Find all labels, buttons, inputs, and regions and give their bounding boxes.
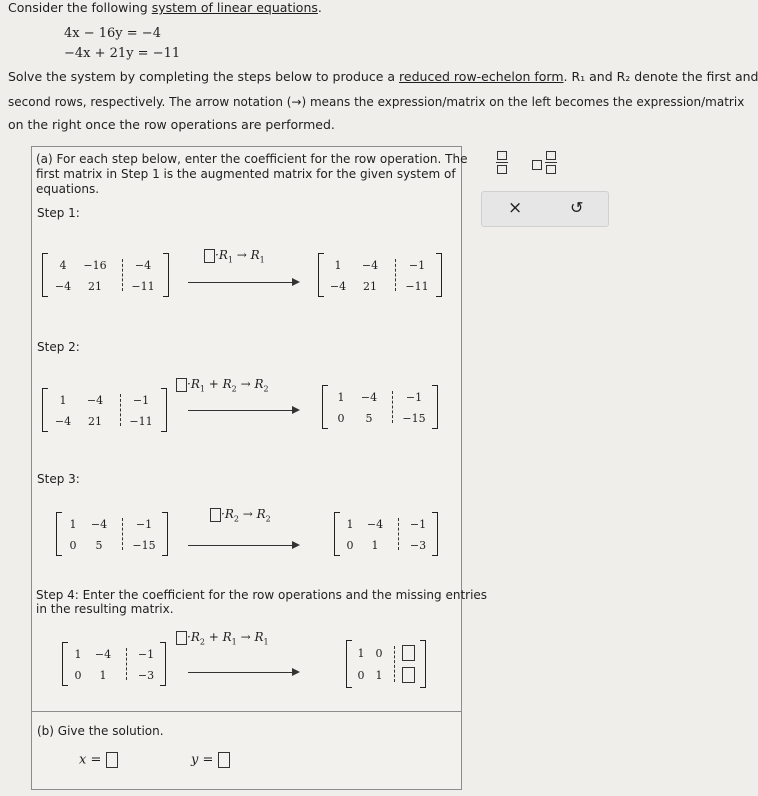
panel-divider [31,711,461,712]
step3-arrow [188,545,294,546]
matrix-entry: 1 [375,669,383,682]
matrix-entry: 5 [365,412,373,425]
matrix-entry: 1 [346,518,354,531]
step4-label-2: in the resulting matrix. [36,602,174,616]
matrix-entry: −1 [137,648,155,661]
intro-text: Consider the following [8,0,148,15]
step2-arrow [188,410,294,411]
answer-toolbar [481,191,609,227]
matrix-entry: −4 [329,280,347,293]
step2-left-matrix [42,388,167,432]
step2-right-matrix [322,385,438,429]
matrix-entry: 1 [74,648,82,661]
matrix-entry: 0 [357,669,365,682]
step1-left-matrix [42,253,169,297]
step4-coefficient-input[interactable] [176,631,187,645]
equation-2: −4x + 21y = −11 [64,46,181,61]
equation-1: 4x − 16y = −4 [64,26,161,41]
x-answer [79,752,118,768]
solve-text-a: Solve the system by completing the steps below to produce a [8,69,396,84]
matrix-entry: 1 [334,259,342,272]
matrix-entry: −4 [134,259,152,272]
x-label: x = [79,752,102,768]
fraction-icon[interactable] [496,151,508,174]
step4-left-matrix [62,642,166,686]
clear-button[interactable]: × [508,198,523,218]
arrowhead-icon [292,278,300,286]
step1-row-operation: $\cdot R_1 \to R_1$ [204,248,265,264]
matrix-entry: 5 [95,539,103,552]
arrow-notation-text: second rows, respectively. The arrow notation (→) means the expression/matrix on the left becomes the expression/matrix [8,95,745,109]
matrix-entry: −4 [361,259,379,272]
matrix-entry: −11 [405,280,429,293]
linear-equations-link[interactable]: system of linear equations [151,0,318,15]
matrix-entry: −15 [132,539,156,552]
step3-left-matrix [56,512,168,556]
matrix-entry: 0 [337,412,345,425]
part-a-instructions-3: equations. [36,182,100,196]
matrix-entry: −3 [409,539,427,552]
part-b-label: (b) Give the solution. [37,724,164,738]
step1-label: Step 1: [37,206,80,220]
step2-label: Step 2: [37,340,80,354]
step4-right-matrix [346,640,426,688]
step4-arrow [188,672,294,673]
question-panel [31,146,462,790]
part-a-instructions-2: first matrix in Step 1 is the augmented matrix for the given system of [36,167,456,181]
matrix-entry: −4 [94,648,112,661]
matrix-entry: −1 [132,394,150,407]
rref-link[interactable]: reduced row-echelon form [399,69,564,84]
matrix-entry: 0 [346,539,354,552]
arrowhead-icon [292,406,300,414]
mixed-number-icon[interactable] [532,160,542,179]
matrix-entry: −1 [409,518,427,531]
matrix-entry: −3 [137,669,155,682]
matrix-entry: 1 [337,391,345,404]
matrix-entry: 0 [375,647,383,660]
step4-row-operation: $\cdot R_2 + R_1 \to R_1$ [176,630,269,646]
matrix-entry: −15 [402,412,426,425]
step3-row-operation: $\cdot R_2 \to R_2$ [210,507,271,523]
matrix-entry: 1 [371,539,379,552]
step4-entry-input-bottom[interactable] [402,667,415,683]
matrix-entry: −4 [90,518,108,531]
y-label: y = [191,752,214,768]
arrowhead-icon [292,541,300,549]
step1-arrow [188,282,294,283]
matrix-entry: 21 [88,280,102,293]
step4-entry-input-top[interactable] [402,645,415,661]
mixed-number-fraction-part [545,151,557,174]
y-answer [191,752,230,768]
matrix-entry: −1 [408,259,426,272]
arrowhead-icon [292,668,300,676]
step1-coefficient-input[interactable] [204,249,215,263]
matrix-entry: 0 [74,669,82,682]
matrix-entry: −1 [405,391,423,404]
matrix-entry: −4 [54,415,72,428]
intro-line4: on the right once the row operations are performed. [8,117,335,132]
matrix-entry: −4 [360,391,378,404]
undo-button[interactable]: ↺ [570,198,584,217]
step2-row-operation: $\cdot R_1 + R_2 \to R_2$ [176,377,269,393]
matrix-entry: 21 [363,280,377,293]
step3-label: Step 3: [37,472,80,486]
period: . [317,0,322,15]
matrix-entry: 1 [59,394,67,407]
step1-right-matrix [318,253,442,297]
y-input[interactable] [218,752,230,768]
solve-line [8,69,758,84]
matrix-entry: 0 [69,539,77,552]
matrix-entry: −4 [54,280,72,293]
matrix-entry: 1 [99,669,107,682]
matrix-entry: −11 [129,415,153,428]
matrix-entry: −16 [83,259,107,272]
solve-text-b: . R₁ and R₂ denote the first and [563,69,758,84]
matrix-entry: −1 [135,518,153,531]
matrix-entry: 4 [59,259,67,272]
step4-label-1: Step 4: Enter the coefficient for the row operations and the missing entries [36,588,488,602]
matrix-entry: −11 [131,280,155,293]
matrix-entry: 21 [88,415,102,428]
matrix-entry: −4 [86,394,104,407]
part-a-instructions-1: (a) For each step below, enter the coefficient for the row operation. The [36,152,468,166]
step3-right-matrix [334,512,438,556]
intro-line1 [8,0,322,15]
matrix-entry: 1 [357,647,365,660]
step3-coefficient-input[interactable] [210,508,221,522]
matrix-entry: −4 [366,518,384,531]
matrix-entry: 1 [69,518,77,531]
x-input[interactable] [106,752,118,768]
step2-coefficient-input[interactable] [176,378,187,392]
